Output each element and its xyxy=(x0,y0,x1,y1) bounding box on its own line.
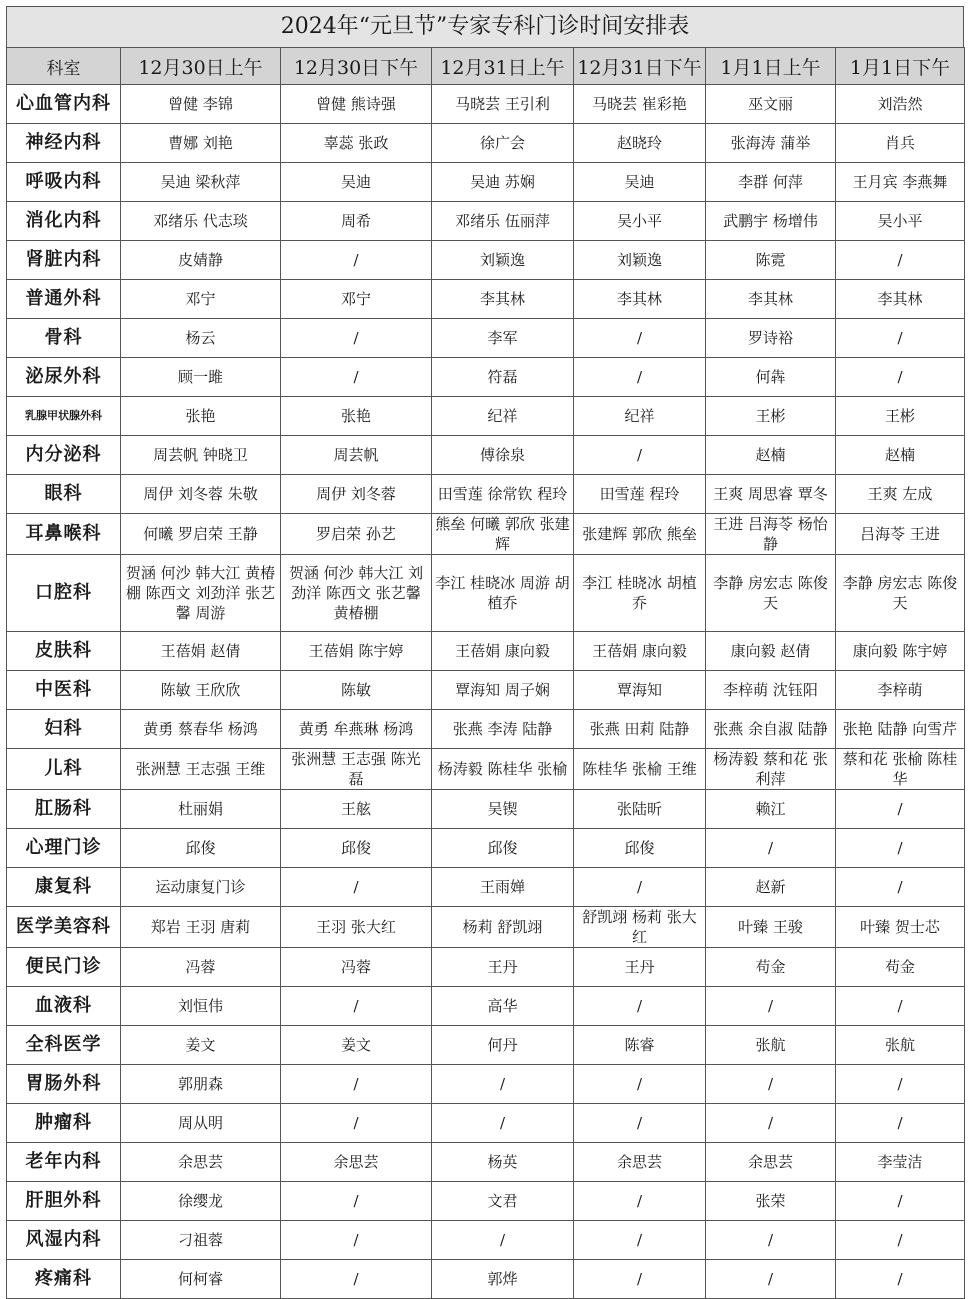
doctor-cell-jan1-am: 李其林 xyxy=(706,280,836,319)
doctor-cell-dec31-pm: 覃海知 xyxy=(574,671,706,710)
doctor-cell-jan1-pm: 李静 房宏志 陈俊天 xyxy=(836,555,965,632)
department-cell: 胃肠外科 xyxy=(7,1065,121,1104)
doctor-cell-dec30-pm: 邓宁 xyxy=(281,280,432,319)
column-header-jan1-am: 1月1日上午 xyxy=(706,48,836,85)
table-row xyxy=(7,671,965,710)
doctor-cell-jan1-pm: / xyxy=(836,1104,965,1143)
doctor-cell-dec31-am: 邓绪乐 伍丽萍 xyxy=(432,202,574,241)
doctor-cell-dec30-pm: 罗启荣 孙艺 xyxy=(281,514,432,555)
doctor-cell-jan1-am: 王爽 周思睿 覃冬 xyxy=(706,475,836,514)
table-row xyxy=(7,1143,965,1182)
doctor-cell-jan1-am: 何犇 xyxy=(706,358,836,397)
doctor-cell-dec31-am: 王雨婵 xyxy=(432,868,574,907)
doctor-cell-jan1-am: 张航 xyxy=(706,1026,836,1065)
doctor-cell-jan1-pm: / xyxy=(836,358,965,397)
doctor-cell-dec30-am: 余思芸 xyxy=(121,1143,281,1182)
doctor-cell-dec30-pm: 曾健 熊诗强 xyxy=(281,85,432,124)
doctor-cell-jan1-pm: 张航 xyxy=(836,1026,965,1065)
department-cell: 全科医学 xyxy=(7,1026,121,1065)
doctor-cell-dec31-am: 傅徐泉 xyxy=(432,436,574,475)
table-row xyxy=(7,987,965,1026)
department-cell: 肿瘤科 xyxy=(7,1104,121,1143)
doctor-cell-dec30-pm: 周伊 刘冬蓉 xyxy=(281,475,432,514)
doctor-cell-jan1-pm: 王爽 左成 xyxy=(836,475,965,514)
table-row xyxy=(7,163,965,202)
table-row xyxy=(7,280,965,319)
doctor-cell-dec30-pm: 贺涵 何沙 韩大江 刘劲洋 陈西文 张艺馨 黄椿棚 xyxy=(281,555,432,632)
table-row xyxy=(7,85,965,124)
table-row xyxy=(7,1182,965,1221)
doctor-cell-dec30-am: 陈敏 王欣欣 xyxy=(121,671,281,710)
doctor-cell-dec30-pm: 周希 xyxy=(281,202,432,241)
department-cell: 医学美容科 xyxy=(7,907,121,948)
doctor-cell-dec31-am: 王蓓娟 康向毅 xyxy=(432,632,574,671)
doctor-cell-dec30-pm: / xyxy=(281,358,432,397)
doctor-cell-dec30-am: 何曦 罗启荣 王静 xyxy=(121,514,281,555)
department-cell: 妇科 xyxy=(7,710,121,749)
doctor-cell-dec31-am: 李其林 xyxy=(432,280,574,319)
department-cell: 儿科 xyxy=(7,749,121,790)
table-row xyxy=(7,868,965,907)
doctor-cell-dec31-pm: 李其林 xyxy=(574,280,706,319)
doctor-cell-jan1-pm: 肖兵 xyxy=(836,124,965,163)
table-row xyxy=(7,514,965,555)
doctor-cell-dec31-pm: / xyxy=(574,1221,706,1260)
doctor-cell-dec30-pm: / xyxy=(281,987,432,1026)
doctor-cell-dec31-am: / xyxy=(432,1221,574,1260)
doctor-cell-jan1-pm: 吕海苓 王进 xyxy=(836,514,965,555)
doctor-cell-jan1-pm: 王月宾 李燕舞 xyxy=(836,163,965,202)
doctor-cell-jan1-am: 李静 房宏志 陈俊天 xyxy=(706,555,836,632)
doctor-cell-dec31-am: 吴迪 苏娴 xyxy=(432,163,574,202)
doctor-cell-dec31-pm: / xyxy=(574,319,706,358)
table-row xyxy=(7,790,965,829)
doctor-cell-dec31-am: / xyxy=(432,1065,574,1104)
doctor-cell-dec30-pm: 张艳 xyxy=(281,397,432,436)
doctor-cell-dec31-am: 杨莉 舒凯翊 xyxy=(432,907,574,948)
doctor-cell-dec31-pm: 李江 桂晓冰 胡植乔 xyxy=(574,555,706,632)
column-header-department: 科室 xyxy=(7,48,121,85)
department-cell: 疼痛科 xyxy=(7,1260,121,1299)
doctor-cell-dec31-am: 杨涛毅 陈桂华 张榆 xyxy=(432,749,574,790)
table-row xyxy=(7,358,965,397)
doctor-cell-dec30-am: 周伊 刘冬蓉 朱敬 xyxy=(121,475,281,514)
department-cell: 耳鼻喉科 xyxy=(7,514,121,555)
doctor-cell-dec30-am: 徐缨龙 xyxy=(121,1182,281,1221)
table-row xyxy=(7,1221,965,1260)
doctor-cell-dec30-am: 刁祖蓉 xyxy=(121,1221,281,1260)
doctor-cell-dec30-am: 张艳 xyxy=(121,397,281,436)
doctor-cell-jan1-am: 余思芸 xyxy=(706,1143,836,1182)
doctor-cell-dec30-pm: 王舷 xyxy=(281,790,432,829)
doctor-cell-dec30-am: 邱俊 xyxy=(121,829,281,868)
table-row xyxy=(7,202,965,241)
column-header-dec30-am: 12月30日上午 xyxy=(121,48,281,85)
doctor-cell-jan1-pm: 苟金 xyxy=(836,948,965,987)
column-header-dec31-am: 12月31日上午 xyxy=(432,48,574,85)
doctor-cell-jan1-pm: 赵楠 xyxy=(836,436,965,475)
schedule-sheet xyxy=(6,6,964,1299)
doctor-cell-jan1-am: 苟金 xyxy=(706,948,836,987)
doctor-cell-dec31-pm: / xyxy=(574,436,706,475)
doctor-cell-jan1-am: 赵新 xyxy=(706,868,836,907)
doctor-cell-dec31-pm: 纪祥 xyxy=(574,397,706,436)
table-row xyxy=(7,555,965,632)
doctor-cell-dec31-pm: / xyxy=(574,358,706,397)
doctor-cell-dec31-pm: / xyxy=(574,1065,706,1104)
doctor-cell-jan1-am: / xyxy=(706,829,836,868)
doctor-cell-jan1-pm: 王彬 xyxy=(836,397,965,436)
doctor-cell-dec30-pm: 王羽 张大红 xyxy=(281,907,432,948)
table-row xyxy=(7,907,965,948)
doctor-cell-dec31-am: 覃海知 周子娴 xyxy=(432,671,574,710)
doctor-cell-dec31-pm: 吴小平 xyxy=(574,202,706,241)
doctor-cell-dec31-pm: 田雪莲 程玲 xyxy=(574,475,706,514)
table-row xyxy=(7,436,965,475)
table-row xyxy=(7,749,965,790)
table-row xyxy=(7,1260,965,1299)
doctor-cell-jan1-pm: / xyxy=(836,868,965,907)
department-cell: 中医科 xyxy=(7,671,121,710)
doctor-cell-dec30-am: 姜文 xyxy=(121,1026,281,1065)
doctor-cell-dec30-am: 张洲慧 王志强 王维 xyxy=(121,749,281,790)
doctor-cell-dec30-am: 周芸帆 钟晓卫 xyxy=(121,436,281,475)
doctor-cell-dec30-pm: 余思芸 xyxy=(281,1143,432,1182)
doctor-cell-jan1-am: 叶臻 王骏 xyxy=(706,907,836,948)
doctor-cell-jan1-am: 张海涛 蒲举 xyxy=(706,124,836,163)
doctor-cell-jan1-pm: 李莹洁 xyxy=(836,1143,965,1182)
doctor-cell-dec31-am: 马晓芸 王引利 xyxy=(432,85,574,124)
table-row xyxy=(7,124,965,163)
department-cell: 肾脏内科 xyxy=(7,241,121,280)
doctor-cell-jan1-am: 罗诗裕 xyxy=(706,319,836,358)
doctor-cell-jan1-am: 巫文丽 xyxy=(706,85,836,124)
doctor-cell-dec30-pm: / xyxy=(281,1104,432,1143)
doctor-cell-dec30-pm: 姜文 xyxy=(281,1026,432,1065)
column-header-dec30-pm: 12月30日下午 xyxy=(281,48,432,85)
doctor-cell-dec31-am: 王丹 xyxy=(432,948,574,987)
doctor-cell-dec30-am: 郑岩 王羽 唐莉 xyxy=(121,907,281,948)
department-cell: 神经内科 xyxy=(7,124,121,163)
department-cell: 普通外科 xyxy=(7,280,121,319)
doctor-cell-jan1-pm: 张艳 陆静 向雪芹 xyxy=(836,710,965,749)
doctor-cell-dec31-pm: 张建辉 郭欣 熊垒 xyxy=(574,514,706,555)
doctor-cell-dec30-am: 邓绪乐 代志琰 xyxy=(121,202,281,241)
doctor-cell-jan1-am: 赖江 xyxy=(706,790,836,829)
department-cell: 康复科 xyxy=(7,868,121,907)
doctor-cell-jan1-am: 李群 何萍 xyxy=(706,163,836,202)
doctor-cell-jan1-am: 王进 吕海苓 杨怡静 xyxy=(706,514,836,555)
doctor-cell-jan1-pm: / xyxy=(836,790,965,829)
doctor-cell-dec30-am: 邓宁 xyxy=(121,280,281,319)
doctor-cell-dec30-pm: / xyxy=(281,319,432,358)
doctor-cell-dec31-am: 吴锲 xyxy=(432,790,574,829)
department-cell: 血液科 xyxy=(7,987,121,1026)
doctor-cell-dec30-am: 贺涵 何沙 韩大江 黄椿棚 陈西文 刘劲洋 张艺馨 周游 xyxy=(121,555,281,632)
doctor-cell-dec31-pm: 舒凯翊 杨莉 张大红 xyxy=(574,907,706,948)
doctor-cell-dec31-pm: / xyxy=(574,1104,706,1143)
doctor-cell-jan1-pm: / xyxy=(836,241,965,280)
doctor-cell-dec31-am: 高华 xyxy=(432,987,574,1026)
department-cell: 便民门诊 xyxy=(7,948,121,987)
department-cell: 老年内科 xyxy=(7,1143,121,1182)
doctor-cell-dec31-pm: 陈睿 xyxy=(574,1026,706,1065)
doctor-cell-jan1-am: 杨涛毅 蔡和花 张利萍 xyxy=(706,749,836,790)
doctor-cell-dec30-am: 黄勇 蔡春华 杨鸿 xyxy=(121,710,281,749)
department-cell: 肝胆外科 xyxy=(7,1182,121,1221)
department-cell: 心理门诊 xyxy=(7,829,121,868)
table-row xyxy=(7,397,965,436)
column-header-jan1-pm: 1月1日下午 xyxy=(836,48,965,85)
doctor-cell-dec30-pm: 冯蓉 xyxy=(281,948,432,987)
doctor-cell-jan1-am: / xyxy=(706,987,836,1026)
doctor-cell-dec31-pm: 张燕 田莉 陆静 xyxy=(574,710,706,749)
doctor-cell-dec30-pm: 周芸帆 xyxy=(281,436,432,475)
table-row xyxy=(7,241,965,280)
doctor-cell-dec31-pm: / xyxy=(574,1260,706,1299)
table-row xyxy=(7,948,965,987)
doctor-cell-dec30-am: 皮婧静 xyxy=(121,241,281,280)
doctor-cell-dec31-am: / xyxy=(432,1104,574,1143)
table-row xyxy=(7,1065,965,1104)
doctor-cell-dec30-am: 杨云 xyxy=(121,319,281,358)
doctor-cell-dec31-am: 符磊 xyxy=(432,358,574,397)
doctor-cell-dec30-pm: / xyxy=(281,868,432,907)
doctor-cell-jan1-pm: / xyxy=(836,319,965,358)
table-row xyxy=(7,829,965,868)
column-header-dec31-pm: 12月31日下午 xyxy=(574,48,706,85)
doctor-cell-jan1-pm: / xyxy=(836,987,965,1026)
doctor-cell-jan1-pm: 蔡和花 张榆 陈桂华 xyxy=(836,749,965,790)
doctor-cell-dec30-pm: / xyxy=(281,1260,432,1299)
doctor-cell-jan1-am: / xyxy=(706,1260,836,1299)
doctor-cell-dec31-pm: 余思芸 xyxy=(574,1143,706,1182)
doctor-cell-dec30-pm: 黄勇 牟燕琳 杨鸿 xyxy=(281,710,432,749)
doctor-cell-jan1-am: 陈霓 xyxy=(706,241,836,280)
doctor-cell-jan1-am: / xyxy=(706,1104,836,1143)
doctor-cell-jan1-am: 张荣 xyxy=(706,1182,836,1221)
department-cell: 骨科 xyxy=(7,319,121,358)
doctor-cell-dec31-pm: 吴迪 xyxy=(574,163,706,202)
doctor-cell-jan1-pm: 叶臻 贺士芯 xyxy=(836,907,965,948)
doctor-cell-dec30-am: 冯蓉 xyxy=(121,948,281,987)
department-cell: 皮肤科 xyxy=(7,632,121,671)
page-title: 2024年“元旦节”专家专科门诊时间安排表 xyxy=(6,6,964,47)
doctor-cell-dec30-pm: 吴迪 xyxy=(281,163,432,202)
doctor-cell-dec31-am: 郭烨 xyxy=(432,1260,574,1299)
doctor-cell-jan1-pm: / xyxy=(836,1260,965,1299)
department-cell: 乳腺甲状腺外科 xyxy=(7,397,121,436)
doctor-cell-jan1-am: / xyxy=(706,1065,836,1104)
doctor-cell-dec30-am: 杜丽娟 xyxy=(121,790,281,829)
doctor-cell-jan1-am: 李梓萌 沈钰阳 xyxy=(706,671,836,710)
department-cell: 消化内科 xyxy=(7,202,121,241)
doctor-cell-jan1-am: 张燕 余自淑 陆静 xyxy=(706,710,836,749)
doctor-cell-jan1-pm: 吴小平 xyxy=(836,202,965,241)
doctor-cell-dec31-am: 田雪莲 徐常钦 程玲 xyxy=(432,475,574,514)
table-row xyxy=(7,632,965,671)
doctor-cell-jan1-pm: / xyxy=(836,1065,965,1104)
doctor-cell-dec30-am: 运动康复门诊 xyxy=(121,868,281,907)
doctor-cell-dec31-am: 李军 xyxy=(432,319,574,358)
table-row xyxy=(7,710,965,749)
doctor-cell-jan1-am: 王彬 xyxy=(706,397,836,436)
doctor-cell-dec30-pm: / xyxy=(281,1182,432,1221)
table-row xyxy=(7,475,965,514)
doctor-cell-dec30-pm: / xyxy=(281,1221,432,1260)
doctor-cell-dec30-pm: 邱俊 xyxy=(281,829,432,868)
doctor-cell-dec31-am: 何丹 xyxy=(432,1026,574,1065)
doctor-cell-jan1-am: 康向毅 赵倩 xyxy=(706,632,836,671)
doctor-cell-jan1-pm: 李其林 xyxy=(836,280,965,319)
doctor-cell-dec31-am: 徐广会 xyxy=(432,124,574,163)
doctor-cell-dec31-am: 杨英 xyxy=(432,1143,574,1182)
doctor-cell-dec31-am: 张燕 李涛 陆静 xyxy=(432,710,574,749)
table-row xyxy=(7,1104,965,1143)
doctor-cell-jan1-am: / xyxy=(706,1221,836,1260)
doctor-cell-dec30-pm: 王蓓娟 陈宇婷 xyxy=(281,632,432,671)
doctor-cell-dec31-pm: 陈桂华 张榆 王维 xyxy=(574,749,706,790)
department-cell: 风湿内科 xyxy=(7,1221,121,1260)
doctor-cell-dec31-am: 刘颖逸 xyxy=(432,241,574,280)
department-cell: 呼吸内科 xyxy=(7,163,121,202)
doctor-cell-jan1-am: 赵楠 xyxy=(706,436,836,475)
table-row xyxy=(7,319,965,358)
doctor-cell-dec30-am: 周从明 xyxy=(121,1104,281,1143)
doctor-cell-dec30-pm: 辜蕊 张政 xyxy=(281,124,432,163)
doctor-cell-jan1-pm: 康向毅 陈宇婷 xyxy=(836,632,965,671)
doctor-cell-dec30-pm: / xyxy=(281,1065,432,1104)
doctor-cell-dec30-am: 曹娜 刘艳 xyxy=(121,124,281,163)
header-row xyxy=(7,48,965,85)
doctor-cell-jan1-pm: / xyxy=(836,829,965,868)
doctor-cell-dec31-pm: 张陆昕 xyxy=(574,790,706,829)
doctor-cell-dec31-pm: 马晓芸 崔彩艳 xyxy=(574,85,706,124)
department-cell: 眼科 xyxy=(7,475,121,514)
doctor-cell-jan1-pm: 李梓萌 xyxy=(836,671,965,710)
department-cell: 口腔科 xyxy=(7,555,121,632)
doctor-cell-dec31-am: 李江 桂晓冰 周游 胡植乔 xyxy=(432,555,574,632)
doctor-cell-dec30-am: 顾一雎 xyxy=(121,358,281,397)
doctor-cell-jan1-pm: / xyxy=(836,1221,965,1260)
doctor-cell-dec31-pm: / xyxy=(574,1182,706,1221)
doctor-cell-dec30-am: 王蓓娟 赵倩 xyxy=(121,632,281,671)
doctor-cell-dec30-am: 郭朋森 xyxy=(121,1065,281,1104)
doctor-cell-dec31-pm: 王蓓娟 康向毅 xyxy=(574,632,706,671)
doctor-cell-dec30-am: 曾健 李锦 xyxy=(121,85,281,124)
doctor-cell-dec31-am: 文君 xyxy=(432,1182,574,1221)
doctor-cell-jan1-pm: 刘浩然 xyxy=(836,85,965,124)
doctor-cell-dec31-am: 邱俊 xyxy=(432,829,574,868)
table-row xyxy=(7,1026,965,1065)
doctor-cell-dec30-pm: 张洲慧 王志强 陈光磊 xyxy=(281,749,432,790)
doctor-cell-jan1-am: 武鹏宇 杨增伟 xyxy=(706,202,836,241)
department-cell: 泌尿外科 xyxy=(7,358,121,397)
doctor-cell-dec31-pm: 邱俊 xyxy=(574,829,706,868)
doctor-cell-dec31-pm: / xyxy=(574,987,706,1026)
department-cell: 内分泌科 xyxy=(7,436,121,475)
doctor-cell-dec31-am: 纪祥 xyxy=(432,397,574,436)
doctor-cell-dec31-am: 熊垒 何曦 郭欣 张建辉 xyxy=(432,514,574,555)
doctor-cell-dec30-pm: 陈敏 xyxy=(281,671,432,710)
doctor-cell-dec31-pm: 赵晓玲 xyxy=(574,124,706,163)
department-cell: 心血管内科 xyxy=(7,85,121,124)
doctor-cell-dec30-am: 吴迪 梁秋萍 xyxy=(121,163,281,202)
doctor-cell-dec31-pm: 刘颖逸 xyxy=(574,241,706,280)
doctor-cell-dec31-pm: / xyxy=(574,868,706,907)
doctor-cell-dec30-am: 何柯睿 xyxy=(121,1260,281,1299)
doctor-cell-dec31-pm: 王丹 xyxy=(574,948,706,987)
doctor-cell-dec30-pm: / xyxy=(281,241,432,280)
doctor-cell-dec30-am: 刘恒伟 xyxy=(121,987,281,1026)
department-cell: 肛肠科 xyxy=(7,790,121,829)
doctor-cell-jan1-pm: / xyxy=(836,1182,965,1221)
schedule-table xyxy=(6,47,965,1299)
